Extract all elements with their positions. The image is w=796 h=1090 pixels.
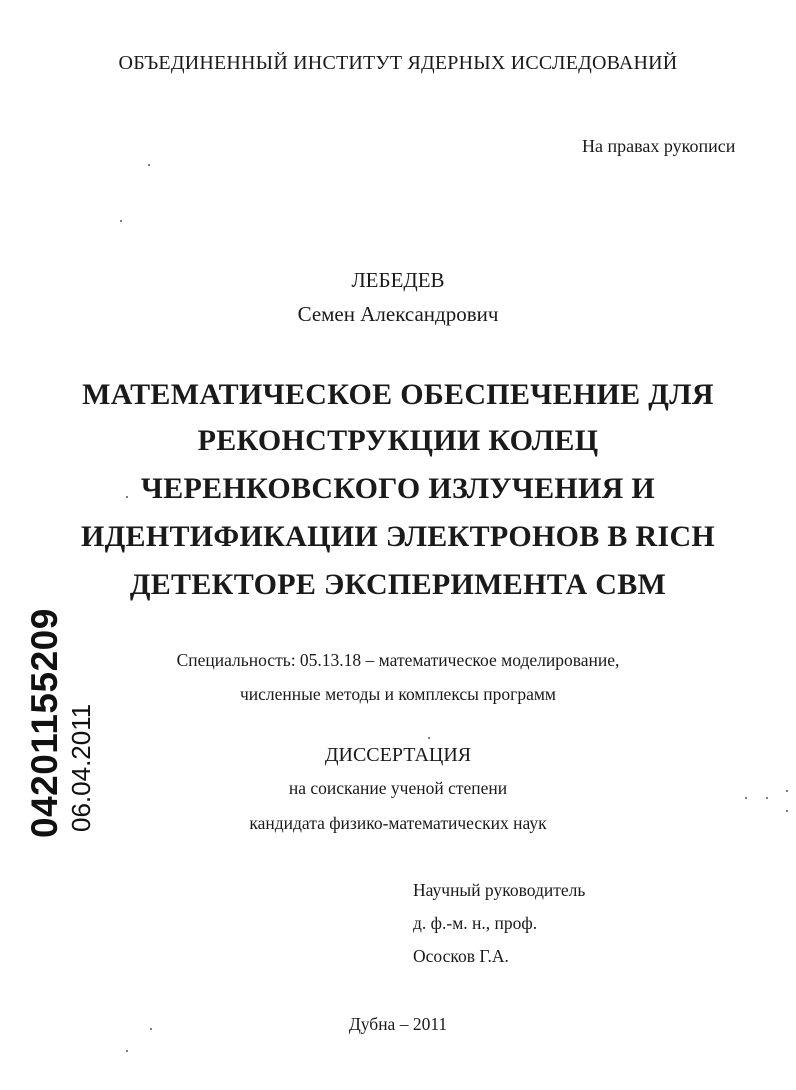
thesis-title-line: ИДЕНТИФИКАЦИИ ЭЛЕКТРОНОВ В RICH — [80, 520, 716, 553]
advisor-name: Ососков Г.А. — [413, 946, 509, 966]
scan-speck — [126, 496, 128, 498]
degree-line: кандидата физико-математических наук — [249, 813, 547, 833]
specialty-line: Специальность: 05.13.18 – математическое моделирование, — [176, 650, 620, 670]
scan-speck — [150, 1028, 152, 1030]
author-surname: ЛЕБЕДЕВ — [351, 268, 445, 292]
scan-speck — [120, 220, 122, 222]
thesis-title-line: МАТЕМАТИЧЕСКОЕ ОБЕСПЕЧЕНИЕ ДЛЯ — [82, 378, 714, 411]
city-year: Дубна – 2011 — [348, 1014, 448, 1034]
dissertation-label: ДИССЕРТАЦИЯ — [324, 744, 472, 766]
thesis-title-line: ДЕТЕКТОРЕ ЭКСПЕРИМЕНТА CBM — [129, 568, 667, 601]
author-name: Семен Александрович — [297, 302, 499, 326]
scan-speck — [745, 797, 747, 799]
scan-speck — [786, 810, 788, 812]
thesis-title-line: РЕКОНСТРУКЦИИ КОЛЕЦ — [197, 424, 599, 457]
scan-speck — [766, 797, 768, 799]
institute-name: ОБЪЕДИНЕННЫЙ ИНСТИТУТ ЯДЕРНЫХ ИССЛЕДОВАНИЙ — [118, 52, 678, 74]
scan-speck — [786, 790, 788, 792]
thesis-title-line: ЧЕРЕНКОВСКОГО ИЗЛУЧЕНИЯ И — [140, 472, 656, 505]
scan-speck — [126, 1050, 128, 1052]
specialty-line: численные методы и комплексы программ — [240, 684, 556, 704]
manuscript-rights-note: На правах рукописи — [582, 136, 736, 156]
advisor-title: д. ф.-м. н., проф. — [413, 913, 538, 933]
scan-speck — [148, 164, 150, 166]
advisor-role: Научный руководитель — [413, 880, 586, 900]
scan-speck — [428, 737, 430, 739]
library-stamp-number: 04201155209 — [24, 608, 65, 838]
degree-line: на соискание ученой степени — [288, 778, 508, 798]
library-stamp-date: 06.04.2011 — [66, 703, 96, 832]
